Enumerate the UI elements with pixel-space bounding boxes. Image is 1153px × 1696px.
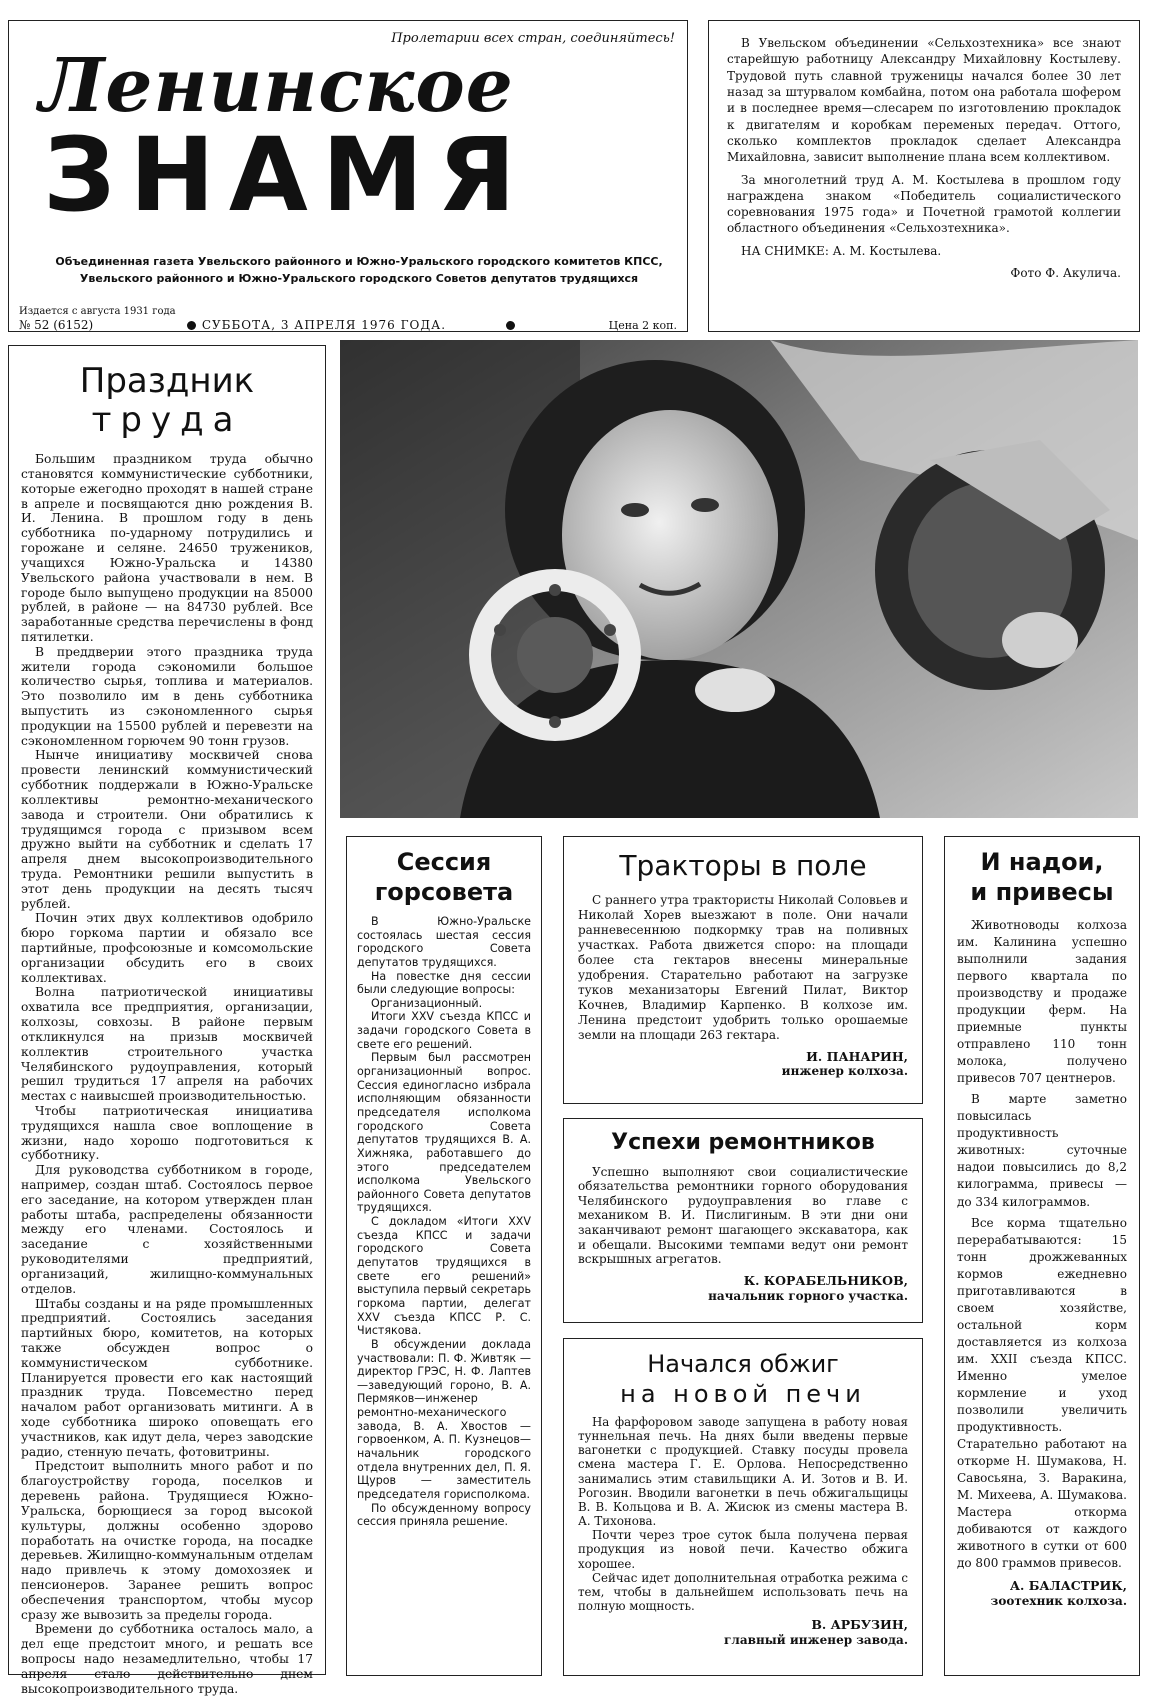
article-paragraph: На повестке дня сессии были следующие вопросы: <box>357 969 531 997</box>
article-title-line1: Сессия <box>396 848 492 876</box>
photo-illustration <box>340 340 1138 818</box>
article-paragraph: В Южно-Уральске состоялась шестая сессия городского Совета депутатов трудящихся. <box>357 915 531 969</box>
photo-credit: Фото Ф. Акулича. <box>1010 266 1121 281</box>
article-traktory-v-pole <box>563 836 923 1104</box>
masthead-title-line1: Ленинское <box>39 43 514 129</box>
article-prazdnik-truda <box>8 345 326 1696</box>
article-author: К. КОРАБЕЛЬНИКОВ, <box>743 1272 908 1288</box>
article-paragraph: Штабы созданы и на ряде промышленных предприятий. Состоялись заседания партийных бюро, комитетов, на которых также обсужден вопрос о коммунистическом субботнике. Планируется провести его как настоящий праздник труда. Повсеместно перед началом работ организовать митинги. А в ходе субботника широко оповещать его участников, как идут дела, через заводские радио, стенную печать, фотовитрины. <box>21 1296 313 1459</box>
article-signature <box>957 1578 1127 1609</box>
article-paragraph: На фарфоровом заводе запущена в работу новая туннельная печь. На днях были введены первые вагонетки с продукцией. Ставку посуды провела смена мастера Г. Е. Орлова. Непосредственно занимались этим ставильщики А. И. Зотов и В. И. Рогозин. Вводили вагонетки в печь обжигальщицы В. В. Кольцова и В. А. Жисюк из смены мастера В. А. Тихонова. <box>578 1415 908 1529</box>
article-author-role: зоотехник колхоза. <box>990 1593 1127 1608</box>
article-title <box>357 847 531 907</box>
article-signature <box>578 1617 908 1648</box>
article-paragraph: Нынче инициативу москвичей снова провести ленинский коммунистический субботник поддержали в Южно-Уральске коллективы ремонтно-механического завода и строители. Они обратились к трудящимся города с призывом всем дружно выйти на субботник и сделать 17 апреля днем высокопроизводительного труда. Ремонтники решили выпустить в этот день продукции на десять тысяч рублей. <box>21 748 313 911</box>
article-title: Тракторы в поле <box>619 849 867 882</box>
article-title-line2: на новой печи <box>620 1380 866 1408</box>
article-paragraph: Почти через трое суток была получена первая продукция из новой печи. Качество обжига хорошее. <box>578 1528 908 1571</box>
article-paragraph: С докладом «Итоги XXV съезда КПСС и задачи городского Совета депутатов трудящихся в свете его решений» выступила первый секретарь горкома партии, делегат XXV съезда КПСС Р. С. Чистякова. <box>357 1215 531 1338</box>
masthead-issue: № 52 (6152) <box>19 318 94 332</box>
article-paragraph: Волна патриотической инициативы охватила все предприятия, организации, колхозы, совхозы. В районе первым откликнулся на призыв москвичей коллектив строительного участка Челябинского рудоуправления, который решил трудиться 17 апреля на рабочих местах с наивысшей производительностью. <box>21 985 313 1104</box>
article-title-line1: Праздник <box>79 361 255 401</box>
article-paragraph: Большим праздником труда обычно становятся коммунистические субботники, которые ежегодно проходят в нашей стране в апреле и посвящаются дню рождения В. И. Ленина. В прошлом году в день субботника по-ударному потрудились и горожане и селяне. 24650 тружеников, учащихся Южно-Уральска и 14380 Увельского района участвовали в нем. В городе было выпущено продукции на 85000 рублей, в районе — на 84730 рублей. Все заработанные средства перечислены в фонд пятилетки. <box>21 452 313 644</box>
article-title <box>578 1349 908 1409</box>
masthead-since: Издается с августа 1931 года <box>19 306 176 317</box>
article-author: А. БАЛАСТРИК, <box>1009 1578 1127 1594</box>
article-paragraph: Итоги XXV съезда КПСС и задачи городского Совета в свете его решений. <box>357 1010 531 1051</box>
article-uspekhi-remontnikov <box>563 1118 923 1323</box>
article-signature <box>578 1049 908 1080</box>
article-paragraph: Предстоит выполнить много работ и по благоустройству города, поселков и деревень района. Трудящиеся Южно-Уральска, борющиеся за город высокой культуры, должны особенно здорово поработать на очистке города, на посадке деревьев. Жилищно-коммунальным отделам надо привлечь к этому домохозяек и пенсионеров. Заранее решить вопрос обеспечения транспортом, чтобы мусор сразу же вывозить за пределы города. <box>21 1459 313 1622</box>
article-title-line1: И надои, <box>980 848 1104 876</box>
article-paragraph: Успешно выполняют свои социалистические обязательства ремонтники горного оборудования Челябинского рудоуправления во главе с механиком В. И. Пислигиным. В эти дни они заканчивают ремонт шагающего экскаватора, как и обещали. Высокими темпами ведут они ремонт вскрышных агрегатов. <box>578 1164 908 1267</box>
article-author-role: инженер колхоза. <box>781 1064 908 1079</box>
masthead-price: Цена 2 коп. <box>608 318 677 332</box>
article-paragraph: Первым был рассмотрен организационный вопрос. Сессия единогласно избрала исполняющим обязанности председателя исполкома городского Совета депутатов трудящихся В. А. Хижняка, работавшего до этого председателем исполкома Увельского районного Совета депутатов трудящихся. <box>357 1051 531 1215</box>
article-title-line2: труда <box>91 400 243 441</box>
article-sessiya-gorsoveta <box>346 836 542 1676</box>
photo-caption-paragraph: За многолетний труд А. М. Костылева в прошлом году награждена знаком «Победитель социалистического соревнования 1975 года» и Почетной грамотой коллегии областного объединения «Сельхозтехника». <box>727 172 1121 236</box>
masthead-date-wrap <box>181 318 521 334</box>
bullet-dot <box>187 321 196 330</box>
article-nachalsya-obzhig <box>563 1338 923 1676</box>
article-signature <box>578 1273 908 1304</box>
bullet-dot <box>506 321 515 330</box>
article-author-role: главный инженер завода. <box>724 1632 908 1647</box>
article-nadoi-i-privesy <box>944 836 1140 1676</box>
article-title-line2: и привесы <box>970 878 1114 906</box>
article-body <box>578 1415 908 1613</box>
article-body <box>578 893 908 1043</box>
photo-caption-box <box>708 20 1140 332</box>
article-paragraph: Времени до субботника осталось мало, а дел еще предстоит много, и решать все вопросы надо незамедлительно, чтобы 17 апреля стало действительно днем высокопроизводительного труда. <box>21 1622 313 1696</box>
masthead-slogan: Пролетарии всех стран, соединяйтесь! <box>391 31 675 46</box>
article-paragraph: С раннего утра трактористы Николай Соловьев и Николай Хорев выезжают в поле. Они начали ранневесеннюю подкормку трав на поливных участках. Работа движется споро: на площади более ста гектаров внесены минеральные удобрения. Старательно работают на загрузке туков механизаторы Евгений Пилат, Виктор Кочнев, Владимир Карпенко. В колхозе им. Ленина предстоит удобрить только орошаемые земли на площади 263 гектара. <box>578 892 908 1042</box>
article-paragraph: В марте заметно повысилась продуктивность животных: суточные надои повысились до 8,2 килограмма, привесы — до 334 килограммов. <box>957 1092 1127 1209</box>
article-paragraph: Почин этих двух коллективов одобрило бюро горкома партии и обязало все партийные, профсоюзные и комсомольские организации обсудить его в своих коллективах. <box>21 911 313 985</box>
masthead-footer <box>19 305 677 334</box>
article-author: В. АРБУЗИН, <box>811 1617 908 1633</box>
article-paragraph: Животноводы колхоза им. Калинина успешно выполнили задания первого квартала по производству и продаже продукции ферм. На приемные пункты отправлено 110 тонн молока, получено привесов 707 центнеров. <box>957 918 1127 1086</box>
news-photo <box>340 340 1138 818</box>
article-body <box>21 452 313 1696</box>
article-paragraph: В преддверии этого праздника труда жители города сэкономили большое количество сырья, топлива и материалов. Это позволило им в день субботника выпустить из сэкономленного сырья продукции на 15500 рублей и перевезти на сэкономленном горючем 90 тонн грузов. <box>21 644 313 748</box>
masthead <box>8 20 688 332</box>
article-paragraph: Организационный. <box>371 996 483 1010</box>
photo-caption-paragraph: В Увельском объединении «Сельхозтехника» все знают старейшую работницу Александру Михайловну Костылеву. Трудовой путь славной труженицы начался более 30 лет назад за штурвалом комбайна, потом она работала шофером и в последнее время—слесарем по изготовлению прокладок к двигателям и коробкам переменых передач. Оттого, сколько комплектов прокладок сделает Александра Михайловна, зависит выполнение плана всем коллективом. <box>727 36 1121 165</box>
photo-caption-text <box>727 35 1121 281</box>
article-title <box>21 362 313 440</box>
article-body <box>357 915 531 1529</box>
article-paragraph: По обсужденному вопросу сессия приняла решение. <box>357 1501 531 1529</box>
article-title-line2: горсовета <box>374 878 514 906</box>
photo-caption-on-photo: НА СНИМКЕ: А. М. Костылева. <box>741 243 942 258</box>
article-author-role: начальник горного участка. <box>708 1288 908 1303</box>
article-title-line1: Начался обжиг <box>647 1350 839 1378</box>
article-author: И. ПАНАРИН, <box>806 1048 908 1064</box>
article-title <box>957 847 1127 907</box>
article-paragraph: Все корма тщательно перерабатываются: 15 тонн дрожжеванных кормов ежедневно приготавливаются в своем хозяйстве, остальной корм доставляется из колхоза им. XXII съезда КПСС. Именно умелое кормление и уход позволили увеличить продуктивность. Старательно работают на откорме Н. Шумакова, Н. Савосьяна, З. Варакина, М. Михеева, А. Шумакова. Мастера откорма добиваются от каждого животного в сутки от 600 до 800 граммов привесов. <box>957 1215 1127 1571</box>
article-paragraph: Чтобы патриотическая инициатива трудящихся нашла свое воплощение в жизни, надо хорошо подготовиться к субботнику. <box>21 1103 313 1163</box>
article-paragraph: Сейчас идет дополнительная отработка режима с тем, чтобы в дальнейшем использовать печь на полную мощность. <box>578 1570 908 1614</box>
article-title: Успехи ремонтников <box>611 1130 875 1155</box>
article-body <box>957 917 1127 1572</box>
article-paragraph: Для руководства субботником в городе, например, создан штаб. Состоялось первое его заседание, на котором утвержден план работы штаба, распределены обязанности между его членами. Состоялось и заседание с хозяйственными руководителями предприятий, организаций, жилищно-коммунальных отделов. <box>21 1163 313 1296</box>
article-body <box>578 1165 908 1267</box>
article-paragraph: В обсуждении доклада участвовали: П. Ф. Живтяк — директор ГРЭС, Н. Ф. Лаптев—заведующий гороно, В. А. Пермяков—инженер ремонтно-механического завода, В. А. Хвостов — горвоенком, А. П. Кузнецов—начальник городского отдела внутренних дел, П. Я. Щуров — заместитель председателя горисполкома. <box>357 1337 531 1501</box>
masthead-description: Объединенная газета Увельского районного и Южно-Уральского городского комитетов КПСС, Увельского районного и Южно-Уральского городского Советов депутатов трудящихся <box>55 255 663 285</box>
masthead-date: СУББОТА, 3 АПРЕЛЯ 1976 ГОДА. <box>201 318 447 332</box>
masthead-title-line2: ЗНАМЯ <box>43 116 530 235</box>
